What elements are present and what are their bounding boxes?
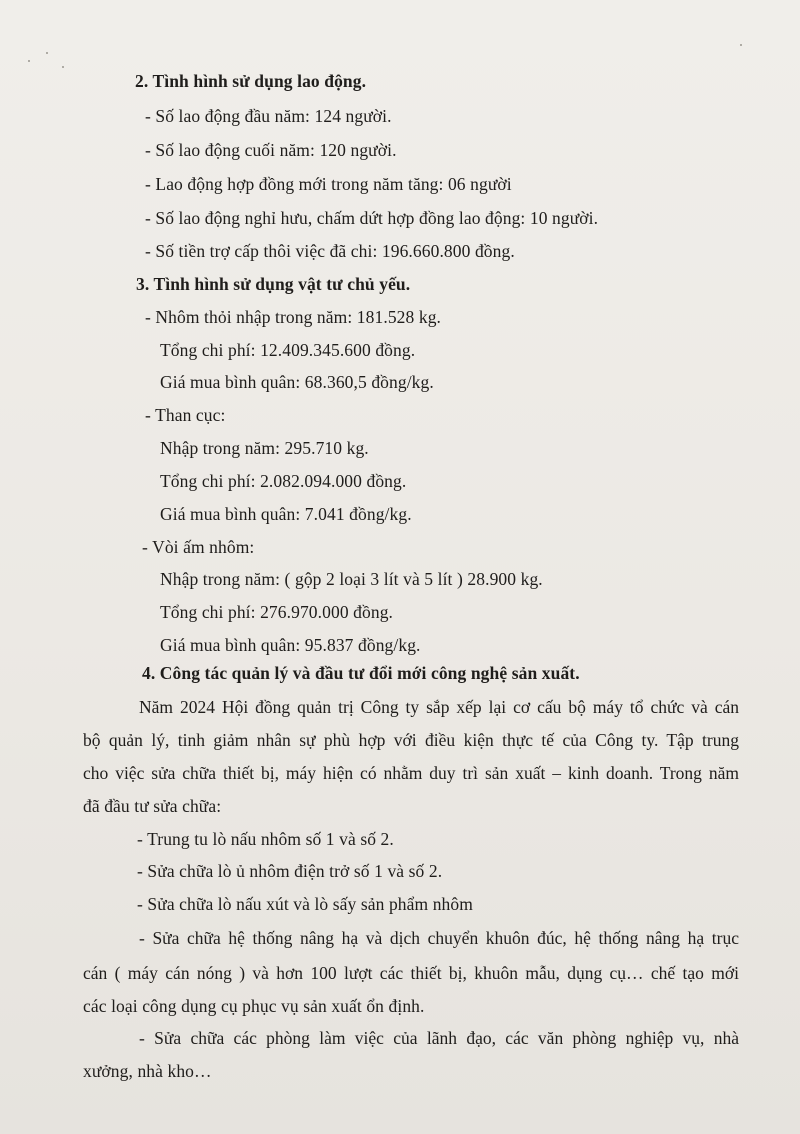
repair-item-offices-line-1: - Sửa chữa các phòng làm việc của lãnh đạo, các văn phòng nghiệp vụ, nhà [139, 1028, 739, 1048]
repair-item-lifting-line-2: cán ( máy cán nóng ) và hơn 100 lượt các thiết bị, khuôn mẫu, dụng cụ… chế tạo mới [83, 963, 739, 983]
paragraph-line-2: bộ quản lý, tinh giảm nhân sự phù hợp với điều kiện thực tế của Công ty. Tập trung [83, 730, 739, 750]
aluminum-avg-price: Giá mua bình quân: 68.360,5 đồng/kg. [160, 372, 434, 392]
labor-new-contract-item: - Lao động hợp đồng mới trong năm tăng: 06 người [145, 174, 512, 194]
paper-speck [46, 52, 48, 54]
aluminum-import-item: - Nhôm thỏi nhập trong năm: 181.528 kg. [145, 307, 442, 327]
paragraph-line-3: cho việc sửa chữa thiết bị, máy hiện có nhằm duy trì sản xuất – kinh doanh. Trong năm [83, 763, 739, 783]
aluminum-total-cost: Tổng chi phí: 12.409.345.600 đồng. [160, 340, 416, 360]
coal-label: - Than cục: [145, 405, 226, 425]
paper-speck [740, 44, 742, 46]
coal-import: Nhập trong năm: 295.710 kg. [160, 438, 369, 458]
labor-end-item: - Số lao động cuối năm: 120 người. [145, 140, 397, 160]
coal-total-cost: Tổng chi phí: 2.082.094.000 đồng. [160, 471, 407, 491]
repair-item-lifting-line-1: - Sửa chữa hệ thống nâng hạ và dịch chuyển khuôn đúc, hệ thống nâng hạ trục [139, 928, 739, 948]
spout-label: - Vòi ấm nhôm: [142, 537, 255, 557]
spout-import: Nhập trong năm: ( gộp 2 loại 3 lít và 5 lít ) 28.900 kg. [160, 569, 543, 589]
spout-total-cost: Tổng chi phí: 276.970.000 đồng. [160, 602, 394, 622]
section-3-heading: 3. Tình hình sử dụng vật tư chủ yếu. [136, 274, 411, 294]
severance-pay-item: - Số tiền trợ cấp thôi việc đã chi: 196.660.800 đồng. [145, 241, 515, 261]
section-2-heading: 2. Tình hình sử dụng lao động. [135, 71, 367, 91]
section-4-heading: 4. Công tác quản lý và đầu tư đổi mới công nghệ sản xuất. [142, 663, 580, 683]
spout-avg-price: Giá mua bình quân: 95.837 đồng/kg. [160, 635, 421, 655]
paragraph-line-1: Năm 2024 Hội đồng quản trị Công ty sắp xếp lại cơ cấu bộ máy tổ chức và cán [139, 697, 739, 717]
paper-speck [28, 60, 30, 62]
labor-retired-item: - Số lao động nghỉ hưu, chấm dứt hợp đồng lao động: 10 người. [145, 208, 599, 228]
coal-avg-price: Giá mua bình quân: 7.041 đồng/kg. [160, 504, 412, 524]
repair-item-furnace: - Trung tu lò nấu nhôm số 1 và số 2. [137, 829, 394, 849]
repair-item-annealing: - Sửa chữa lò ủ nhôm điện trở số 1 và số 2. [137, 861, 443, 881]
repair-item-lifting-line-3: các loại công dụng cụ phục vụ sản xuất ổn định. [83, 996, 425, 1016]
labor-start-item: - Số lao động đầu năm: 124 người. [145, 106, 392, 126]
paragraph-line-4: đã đầu tư sửa chữa: [83, 796, 222, 816]
paper-speck [62, 66, 64, 68]
repair-item-caustic: - Sửa chữa lò nấu xút và lò sấy sản phẩm nhôm [137, 894, 473, 914]
repair-item-offices-line-2: xưởng, nhà kho… [83, 1061, 212, 1081]
